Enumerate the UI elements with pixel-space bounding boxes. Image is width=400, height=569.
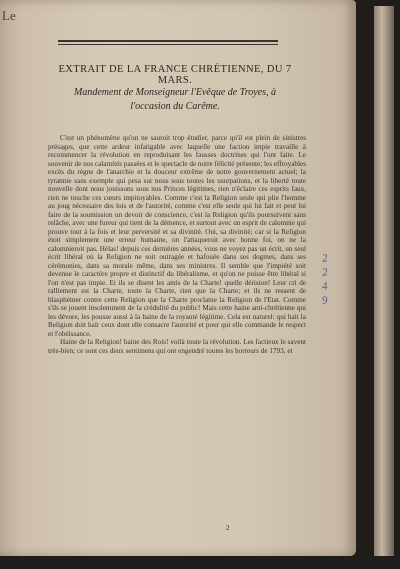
header-rule	[58, 40, 278, 42]
header-rule-thin	[58, 44, 278, 45]
paragraph-1: C'est un phénomène qu'on ne sauroit trop étudier, parce qu'il est plein de sinistres présages, que cette ardeur infatigable avec laquelle une faction impie travaille à recommencer la révolution en reproduisant les fausses doctrines qui l'ont faite. Le souvenir de nos calamités passées et le spectacle de notre félicité présente; les effroyables excès du règne de l'anarchie et la douceur extrême de notre gouvernement actuel; la tyrannie sans exemple qui pesa sur nous sous toutes les usurpations, et la liberté toute nouvelle dont nous jouissons sous nos Princes légitimes, rien n'éclaire ces esprits faux, rien ne touche ces cœurs impitoyables. Comme c'est la Religion seule qui plie l'homme au joug nécessaire des lois et de l'autorité, comme c'est elle seule qui lui fait et peut lui faire de la soumission un devoir de conscience, c'est la Religion qu'ils poursuivent sans relâche, avec une fureur qui tient de la démence, et surtout avec un esprit de calomnie qui prouve tout à la fois et leur perversité et sa divinité. Oui, sa divinité; car si la Religion étoit simplement une erreur humaine, on l'attaqueroit avec bonne foi, on ne la calomnieroit pas. Hélas! depuis ces dernières années, vous ne voyez pas un écrit, un seul écrit libéral où la Religion ne soit outragée et bafouée dans ses dogmes, dans ses cérémonies, dans sa morale même, dans ses ministres. Il semble que l'impiété soit devenue le caractère propre et distinctif du libéralisme, et qu'on ne puisse être libéral si l'on n'est pas impie. Et ils se disent les amis de la Charte! quelle dérision! Leur cri de ralliement est la Charte, toute la Charte, rien que la Charte; et ils ne ressent de blasphémer contre cette Religion que la Charte proclame la Religion de l'Etat. Comme s'ils se jouent insolemment de la crédulité du public! Mais cette haine anti-chrétienne qui les dévore, les pousse aussi à la haine de la royauté légitime. Cela est naturel: qui hait la Religion doit haïr ceux dont elle consacre l'autorité et pour qui elle commande le respect et l'obéissance.	[48, 134, 306, 338]
margin-note-3: 4	[321, 280, 329, 293]
title-line-2: l'occasion du Carême.	[130, 101, 220, 112]
document-title	[50, 86, 300, 114]
handwritten-margin-note	[322, 250, 350, 340]
margin-note-1: 2	[321, 252, 329, 265]
margin-note-2: 2	[321, 266, 329, 279]
section-header: EXTRAIT DE LA FRANCE CHRÉTIENNE, DU 7 MARS.	[58, 64, 292, 86]
title-line-1: Mandement de Monseigneur l'Evêque de Troyes, à	[74, 87, 276, 98]
page-number: 2	[226, 524, 230, 532]
paragraph-2: Haine de la Religion! haine des Rois! voilà toute la révolution. Les factieux le savent très-bien; ce sont ces deux sentimens qui ont engendré toutes les horreurs de 1793, et	[48, 338, 306, 355]
corner-label: Le	[2, 8, 16, 23]
body-text	[48, 134, 306, 355]
book-edge	[374, 6, 394, 556]
margin-note-4: 9	[321, 294, 329, 307]
